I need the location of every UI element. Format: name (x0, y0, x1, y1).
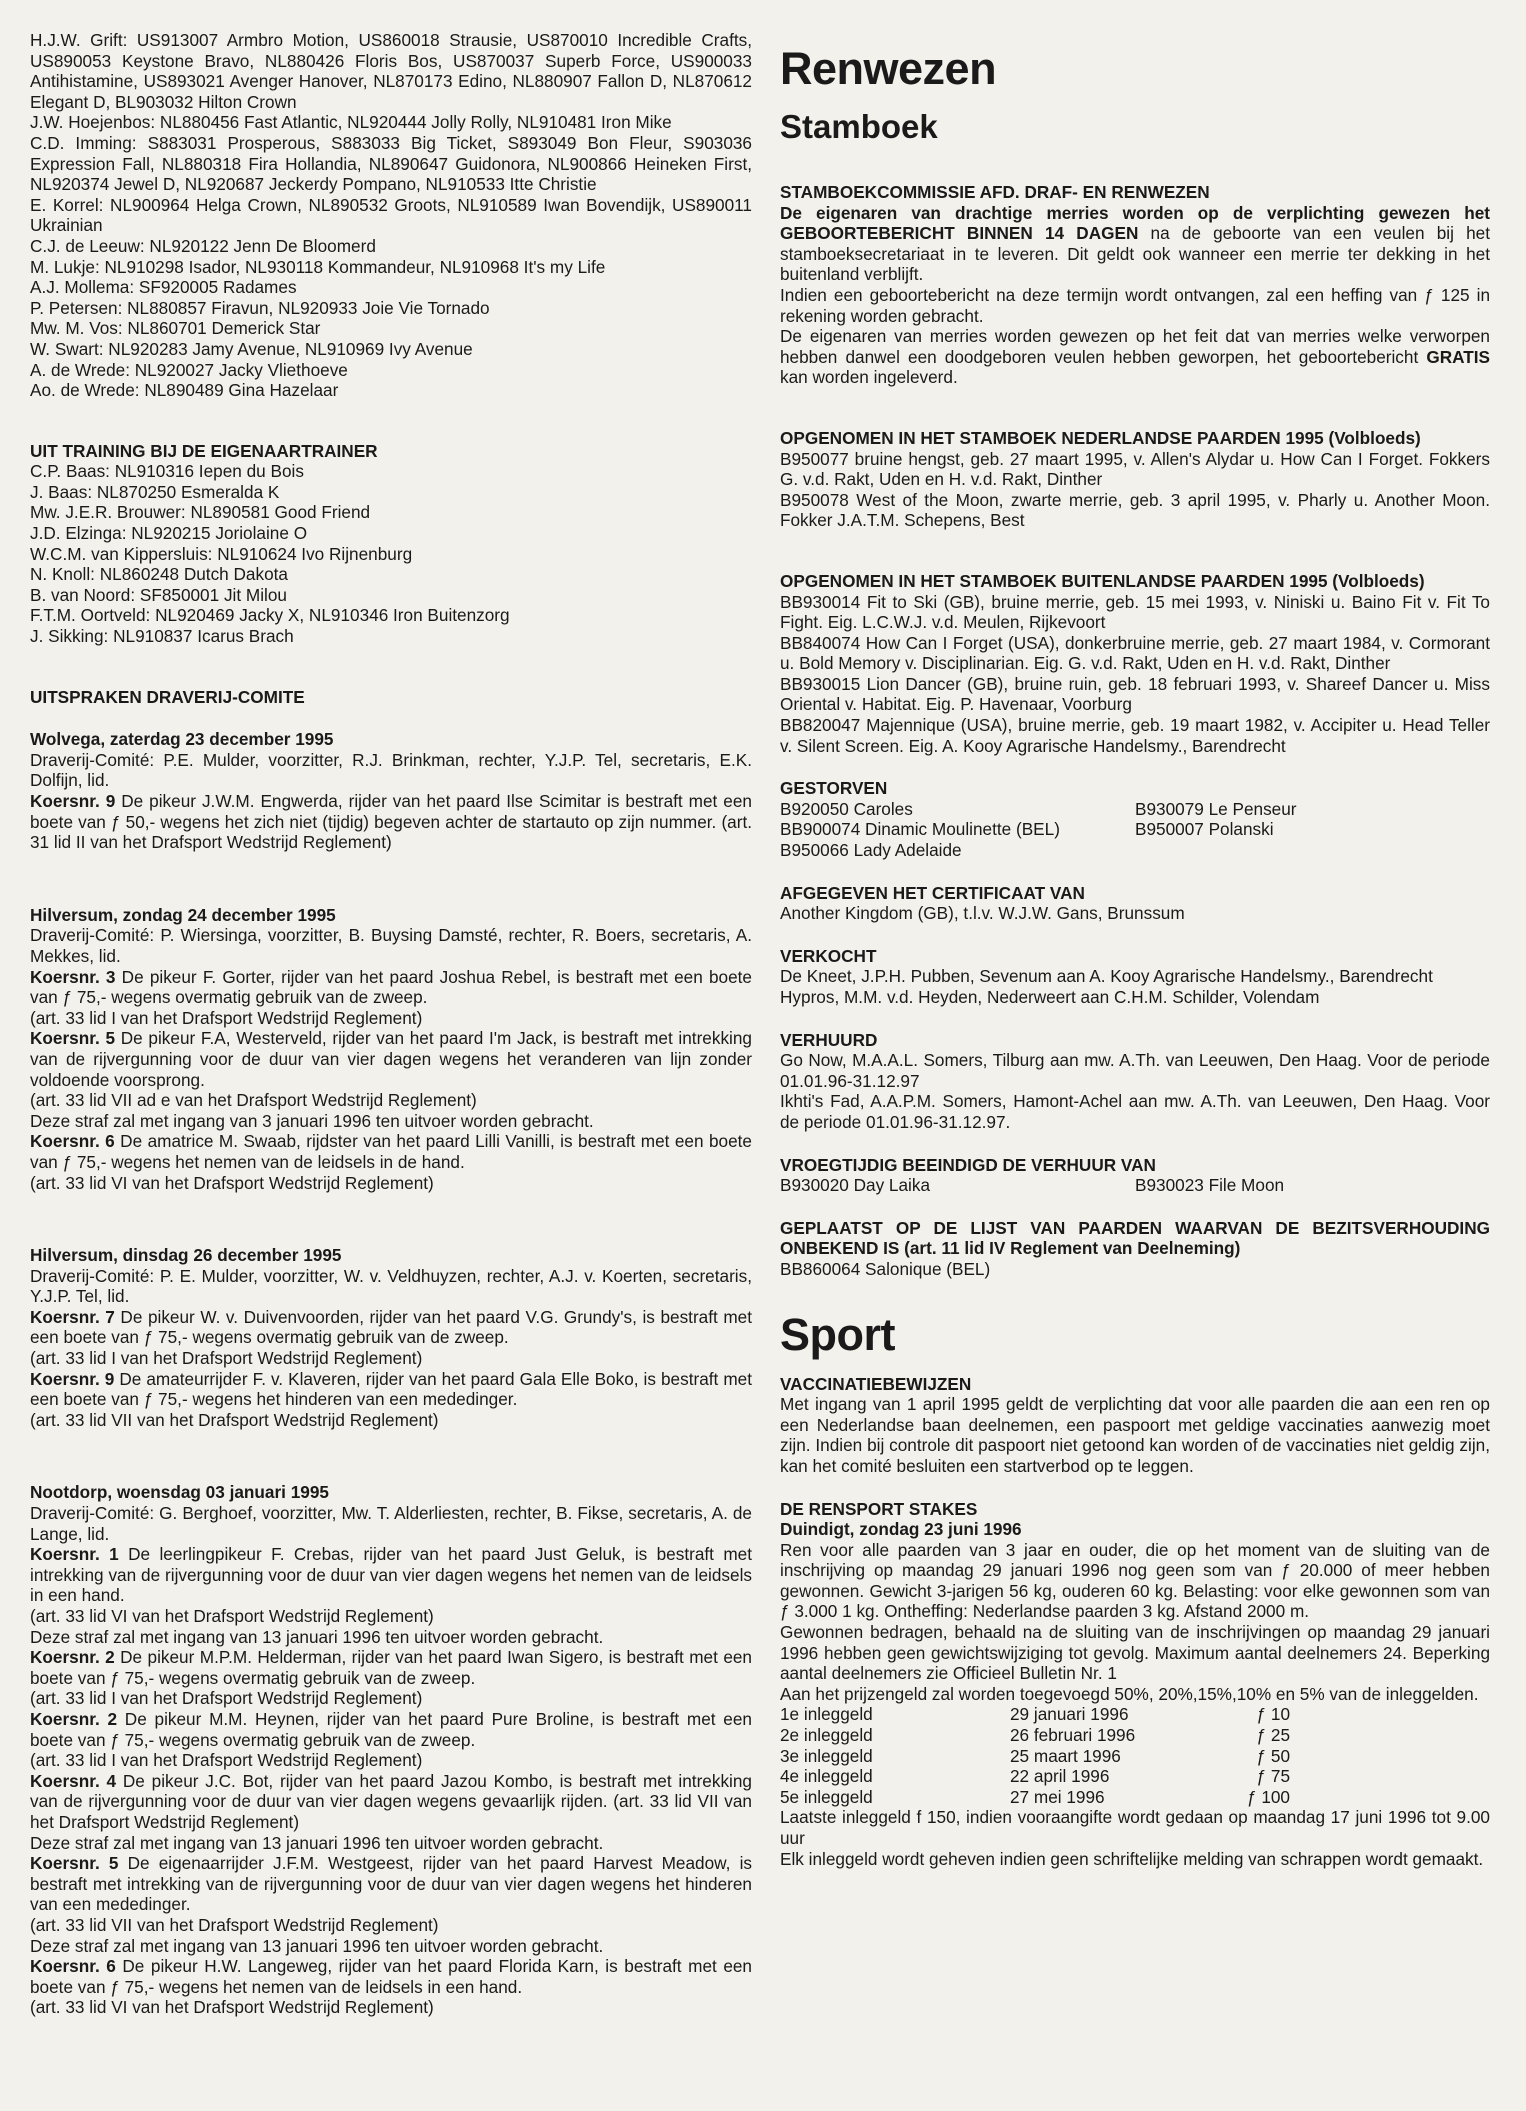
koers-text: De leerlingpikeur F. Crebas, rijder van het paard Just Geluk, is bestraft met intrekking van de rijvergunning voor de duur van vier dagen wegens het nemen van de leidsels in een hand. (30, 1544, 752, 1606)
section-heading: OPGENOMEN IN HET STAMBOEK BUITENLANDSE PAARDEN 1995 (Volbloeds) (780, 570, 1425, 591)
fee-label: 5e inleggeld (780, 1786, 873, 1807)
notice-heading: STAMBOEKCOMMISSIE AFD. DRAF- EN RENWEZEN (780, 182, 1210, 202)
list-item: Mw. J.E.R. Brouwer: NL890581 Good Friend (30, 502, 371, 523)
koers-label: Koersnr. 7 (30, 1306, 115, 1327)
fee-amount: ƒ 25 (1256, 1725, 1290, 1746)
fee-amount: ƒ 100 (1246, 1786, 1290, 1807)
section-subheading: Duindigt, zondag 23 juni 1996 (780, 1519, 1022, 1540)
ruling-title: Nootdorp, woensdag 03 januari 1995 (30, 1482, 329, 1503)
ruling-comite: Draverij-Comité: P.E. Mulder, voorzitter, R.J. Brinkman, rechter, Y.J.P. Tel, secretaris, E.K. Dolfijn, lid. (30, 749, 752, 791)
list-item: F.T.M. Oortveld: NL920469 Jacky X, NL910346 Iron Buitenzorg (30, 605, 510, 626)
ruling-article: (art. 33 lid VI van het Drafsport Wedstrijd Reglement) (30, 1997, 434, 2018)
list-item: P. Petersen: NL880857 Firavun, NL920933 Joie Vie Tornado (30, 297, 490, 318)
vaccinatie-section (780, 1374, 1490, 1477)
ruling-item (30, 1853, 752, 1915)
ruling-note: Deze straf zal met ingang van 13 januari 1996 ten uitvoer worden gebracht. (30, 1626, 604, 1647)
fee-amount: ƒ 75 (1256, 1766, 1290, 1787)
fee-amount: ƒ 10 (1256, 1704, 1290, 1725)
fee-date: 27 mei 1996 (1010, 1786, 1105, 1807)
koers-label: Koersnr. 2 (30, 1647, 115, 1668)
list-item: B950007 Polanski (1135, 819, 1274, 840)
koers-text: De pikeur H.W. Langeweg, rijder van het paard Florida Karn, is bestraft met een boete van ƒ 75,- wegens het nemen van de leidsels in een hand. (30, 1956, 752, 1997)
training-heading: UIT TRAINING BIJ DE EIGENAARTRAINER (30, 440, 378, 461)
list-item: J.W. Hoejenbos: NL880456 Fast Atlantic, NL920444 Jolly Rolly, NL910481 Iron Mike (30, 112, 672, 133)
list-item: B920050 Caroles (780, 798, 913, 819)
fee-table (780, 1704, 1490, 1807)
list-item: De Kneet, J.P.H. Pubben, Sevenum aan A. Kooy Agrarische Handelsmy., Barendrecht (780, 966, 1433, 987)
ruling-nootdorp (30, 1482, 752, 2017)
section-heading: GEPLAATST OP DE LIJST VAN PAARDEN WAARVAN DE BEZITSVERHOUDING ONBEKEND IS (art. 11 lid IV Reglement van Deelneming) (780, 1217, 1490, 1259)
koers-text: De amateurrijder F. v. Klaveren, rijder van het paard Gala Elle Boko, is bestraft met een boete van ƒ 75,- wegens het hinderen van een mededinger. (30, 1368, 752, 1410)
list-item: BB820047 Majennique (USA), bruine merrie, geb. 19 maart 1982, v. Accipiter u. Head Teller v. Silent Screen. Eig. A. Kooy Agrarische Handelsmy., Barendrecht (780, 715, 1490, 756)
ruling-item (30, 1369, 752, 1410)
ruling-hilversum-26 (30, 1245, 752, 1430)
list-item: C.D. Imming: S883031 Prosperous, S883033 Big Ticket, S893049 Bon Fleur, S903036 Expression Fall, NL880318 Fira Hollandia, NL890647 Guidonora, NL900866 Heineken First, NL920374 Jewel D, NL920687 Jeckerdy Pompano, NL910533 Itte Christie (30, 132, 752, 195)
ruling-article: (art. 33 lid VII ad e van het Drafsport Wedstrijd Reglement) (30, 1090, 477, 1111)
ruling-note: Deze straf zal met ingang van 3 januari 1996 ten uitvoer worden gebracht. (30, 1110, 594, 1131)
notice-paragraph: De eigenaren van merries worden gewezen op het feit dat van merries welke verworpen hebben danwel een doodgeboren veulen hebben geworpen, het geboortebericht GRATIS kan worden ingeleverd. (780, 326, 1490, 388)
koers-text: De pikeur M.P.M. Helderman, rijder van het paard Iwan Sigero, is bestraft met een boete van ƒ 75,- wegens overmatig gebruik van de zweep. (30, 1647, 752, 1688)
section-text: Aan het prijzengeld zal worden toegevoegd 50%, 20%,15%,10% en 5% van de inleggelden. (780, 1683, 1479, 1704)
verhuurd-section (780, 1030, 1490, 1133)
ruling-item (30, 1544, 752, 1606)
list-item: Ao. de Wrede: NL890489 Gina Hazelaar (30, 380, 339, 401)
list-item: BB930014 Fit to Ski (GB), bruine merrie, geb. 15 mei 1993, v. Niniski u. Baino Fit v. Fit To Fight. Eig. L.C.W.J. v.d. Meulen, Rijkevoort (780, 591, 1490, 633)
uitspraken-heading: UITSPRAKEN DRAVERIJ-COMITE (30, 686, 305, 707)
fee-label: 2e inleggeld (780, 1725, 873, 1746)
ruling-article: (art. 33 lid VI van het Drafsport Wedstrijd Reglement) (30, 1172, 434, 1193)
ruling-item (30, 1709, 752, 1750)
section-heading: GESTORVEN (780, 778, 888, 799)
koers-text: De pikeur W. v. Duivenvoorden, rijder van het paard V.G. Grundy's, is bestraft met een boete van ƒ 75,- wegens overmatig gebruik van de zweep. (30, 1306, 752, 1348)
stamboek-nederlandse (780, 428, 1490, 531)
fee-amount: ƒ 50 (1256, 1745, 1290, 1766)
koers-label: Koersnr. 4 (30, 1770, 117, 1791)
ruling-article: (art. 33 lid I van het Drafsport Wedstrijd Reglement) (30, 1750, 423, 1771)
vroegtijdig-section (780, 1155, 1490, 1196)
list-item: A. de Wrede: NL920027 Jacky Vliethoeve (30, 359, 348, 380)
ruling-item (30, 791, 752, 853)
fee-label: 4e inleggeld (780, 1766, 873, 1787)
section-title-renwezen: Renwezen (780, 43, 997, 94)
ruling-item (30, 1131, 752, 1172)
list-item: Hypros, M.M. v.d. Heyden, Nederweert aan C.H.M. Schilder, Volendam (780, 987, 1320, 1007)
list-item: B950077 bruine hengst, geb. 27 maart 1995, v. Allen's Alydar u. How Can I Forget. Fokkers G. v.d. Rakt, Uden en H. v.d. Rakt, Dinther (780, 448, 1490, 490)
koers-label: Koersnr. 5 (30, 1028, 116, 1049)
notice-paragraph: Indien een geboortebericht na deze termijn wordt ontvangen, zal een heffing van ƒ 125 in rekening worden gebracht. (780, 284, 1490, 326)
section-text: Met ingang van 1 april 1995 geldt de verplichting dat voor alle paarden die aan een ren op een Nederlandse baan deelnemen, een paspoort met geldige vaccinaties aanwezig moet zijn. Indien bij controle dit paspoort niet getoond kan worden of de vaccinaties niet geldig zijn, kan het comité besluiten een startverbod op te leggen. (780, 1394, 1490, 1476)
list-item: BB930015 Lion Dancer (GB), bruine ruin, geb. 18 februari 1993, v. Shareef Dancer u. Miss Oriental v. Habitat. Eig. P. Havenaar, Voorburg (780, 673, 1490, 715)
certificaat-section (780, 883, 1490, 924)
left-column (30, 30, 752, 2018)
list-item: C.J. de Leeuw: NL920122 Jenn De Bloomerd (30, 235, 376, 256)
ruling-item (30, 1647, 752, 1688)
koers-label: Koersnr. 9 (30, 791, 116, 811)
section-heading: VROEGTIJDIG BEEINDIGD DE VERHUUR VAN (780, 1154, 1156, 1175)
fee-label: 3e inleggeld (780, 1745, 873, 1766)
ruling-title: Hilversum, zondag 24 december 1995 (30, 904, 336, 925)
list-item: B930023 File Moon (1135, 1175, 1285, 1196)
ruling-article: (art. 33 lid I van het Drafsport Wedstrijd Reglement) (30, 1348, 423, 1369)
list-item: J. Sikking: NL910837 Icarus Brach (30, 626, 294, 647)
fee-date: 29 januari 1996 (1010, 1704, 1129, 1725)
gratis-label: GRATIS (1426, 346, 1490, 367)
list-item: B950066 Lady Adelaide (780, 840, 962, 861)
ruling-item (30, 1771, 752, 1833)
list-item: B930020 Day Laika (780, 1175, 931, 1196)
section-heading: DE RENSPORT STAKES (780, 1498, 978, 1519)
list-item: H.J.W. Grift: US913007 Armbro Motion, US860018 Strausie, US870010 Incredible Crafts, US890053 Keystone Bravo, NL880426 Floris Bos, US870037 Superb Force, US900033 Antihistamine, US893021 Avenger Hanover, NL870173 Edino, NL880907 Fallon D, NL870612 Elegant D, BL903032 Hilton Crown (30, 30, 752, 112)
ruling-item (30, 1956, 752, 1997)
notice-intro (780, 203, 1490, 285)
section-title-sport: Sport (780, 1308, 895, 1360)
verkocht-section (780, 946, 1490, 1008)
ruling-item (30, 967, 752, 1008)
notice-bold-intro: De eigenaren van drachtige merries worden op de verplichting gewezen het GEBOORTEBERICHT BINNEN 14 DAGEN (780, 202, 1490, 244)
koers-text: De pikeur M.M. Heynen, rijder van het paard Pure Broline, is bestraft met een boete van ƒ 75,- wegens overmatig gebruik van de zweep. (30, 1708, 752, 1750)
ruling-hilversum-24 (30, 905, 752, 1193)
koers-label: Koersnr. 6 (30, 1131, 115, 1152)
fee-date: 26 februari 1996 (1010, 1725, 1136, 1746)
list-item: B. van Noord: SF850001 Jit Milou (30, 584, 287, 605)
koers-label: Koersnr. 1 (30, 1544, 119, 1565)
right-column (780, 30, 1490, 1869)
list-item: M. Lukje: NL910298 Isador, NL930118 Kommandeur, NL910968 It's my Life (30, 256, 606, 277)
ruling-title: Hilversum, dinsdag 26 december 1995 (30, 1245, 342, 1266)
geplaatst-section (780, 1218, 1490, 1280)
koers-text: De pikeur J.W.M. Engwerda, rijder van het paard Ilse Scimitar is bestraft met een boete van ƒ 50,- wegens het zich niet (tijdig) begeven achter de startauto op zijn nummer. (art. 31 lid II van het Drafsport Wedstrijd Reglement) (30, 791, 752, 853)
list-item: N. Knoll: NL860248 Dutch Dakota (30, 564, 288, 585)
section-text: Laatste inleggeld f 150, indien vooraangifte wordt gedaan op maandag 17 juni 1996 tot 9.00 uur (780, 1807, 1490, 1848)
list-item: C.P. Baas: NL910316 Iepen du Bois (30, 461, 304, 482)
gestorven-section (780, 778, 1490, 860)
ruling-title: Wolvega, zaterdag 23 december 1995 (30, 729, 334, 750)
fee-date: 25 maart 1996 (1010, 1745, 1121, 1766)
stakes-section (780, 1499, 1490, 1870)
ruling-article: (art. 33 lid VI van het Drafsport Wedstrijd Reglement) (30, 1606, 434, 1626)
list-item: J.D. Elzinga: NL920215 Joriolaine O (30, 523, 308, 544)
koers-text: De pikeur J.C. Bot, rijder van het paard Jazou Kombo, is bestraft met intrekking van de rijvergunning voor de duur van vier dagen wegens gevaarlijk rijden. (art. 33 lid VII van het Drafsport Wedstrijd Reglement) (30, 1770, 752, 1832)
list-item: Mw. M. Vos: NL860701 Demerick Star (30, 318, 321, 339)
koers-text: De pikeur F.A, Westerveld, rijder van het paard I'm Jack, is bestraft met intrekking van de rijvergunning voor de duur van vier dagen wegens het veranderen van lijn zonder voldoende voorsprong. (30, 1028, 752, 1090)
list-item: Go Now, M.A.A.L. Somers, Tilburg aan mw. A.Th. van Leeuwen, Den Haag. Voor de periode 01.01.96-31.12.97 (780, 1050, 1490, 1091)
koers-label: Koersnr. 9 (30, 1368, 115, 1389)
section-heading: VACCINATIEBEWIJZEN (780, 1373, 972, 1394)
list-item: BB840074 How Can I Forget (USA), donkerbruine merrie, geb. 27 maart 1984, v. Cormorant u. Bold Memory v. Disciplinarian. Eig. G. v.d. Rakt, Uden en H. v.d. Rakt, Dinther (780, 632, 1490, 674)
section-heading: VERKOCHT (780, 945, 877, 966)
list-item: Ikhti's Fad, A.A.P.M. Somers, Hamont-Achel aan mw. A.Th. van Leeuwen, Den Haag. Voor de periode 01.01.96-31.12.97. (780, 1091, 1490, 1132)
list-item: J. Baas: NL870250 Esmeralda K (30, 481, 280, 502)
ruling-note: Deze straf zal met ingang van 13 januari 1996 ten uitvoer worden gebracht. (30, 1935, 604, 1956)
list-item: BB900074 Dinamic Moulinette (BEL) (780, 819, 1060, 840)
section-text: Elk inleggeld wordt geheven indien geen schriftelijke melding van schrappen wordt gemaakt. (780, 1848, 1484, 1869)
section-text: Ren voor alle paarden van 3 jaar en ouder, die op het moment van de sluiting van de inschrijving op maandag 29 januari 1996 nog geen som van ƒ 20.000 of meer hebben gewonnen. Gewicht 3-jarigen 56 kg, ouderen 60 kg. Belasting: voor elke gewonnen som van ƒ 3.000 1 kg. Ontheffing: Nederlandse paarden 3 kg. Afstand 2000 m. (780, 1539, 1490, 1622)
list-item: BB860064 Salonique (BEL) (780, 1258, 991, 1279)
fee-label: 1e inleggeld (780, 1704, 873, 1725)
list-item: W. Swart: NL920283 Jamy Avenue, NL910969 Ivy Avenue (30, 338, 473, 359)
list-item: B950078 West of the Moon, zwarte merrie, geb. 3 april 1995, v. Pharly u. Another Moon. Fokker J.A.T.M. Schepens, Best (780, 489, 1490, 531)
ruling-article: (art. 33 lid VII van het Drafsport Wedstrijd Reglement) (30, 1409, 439, 1430)
koers-label: Koersnr. 3 (30, 966, 116, 987)
list-item: W.C.M. van Kippersluis: NL910624 Ivo Rijnenburg (30, 543, 413, 564)
stamboek-notice (780, 182, 1490, 388)
list-item: B930079 Le Penseur (1135, 798, 1297, 819)
owner-horse-list (30, 30, 752, 401)
stamboek-buitenlandse (780, 571, 1490, 756)
fee-date: 22 april 1996 (1010, 1766, 1110, 1787)
ruling-comite: Draverij-Comité: G. Berghoef, voorzitter, Mw. T. Alderliesten, rechter, B. Fikse, secretaris, A. de Lange, lid. (30, 1503, 752, 1544)
ruling-wolvega (30, 729, 752, 853)
koers-label: Koersnr. 6 (30, 1956, 116, 1977)
section-heading: OPGENOMEN IN HET STAMBOEK NEDERLANDSE PAARDEN 1995 (Volbloeds) (780, 427, 1421, 448)
koers-label: Koersnr. 2 (30, 1708, 118, 1729)
ruling-item (30, 1028, 752, 1090)
ruling-article: (art. 33 lid I van het Drafsport Wedstrijd Reglement) (30, 1007, 423, 1028)
ruling-article: (art. 33 lid I van het Drafsport Wedstrijd Reglement) (30, 1688, 423, 1709)
koers-text: De eigenaarrijder J.F.M. Westgeest, rijder van het paard Harvest Meadow, is bestraft met intrekking van de rijvergunning voor de duur van vier dagen wegens het hinderen van een mededinger. (30, 1853, 752, 1915)
section-heading: AFGEGEVEN HET CERTIFICAAT VAN (780, 882, 1085, 903)
notice-intro-rest: na de geboorte van een veulen bij het stamboeksecretariaat in te leveren. Dit geldt ook wanneer een merrie ter dekking in het buitenland verblijft. (780, 223, 1490, 285)
ruling-item (30, 1307, 752, 1348)
section-heading: VERHUURD (780, 1029, 878, 1050)
section-text: Gewonnen bedragen, behaald na de sluiting van de inschrijvingen op maandag 29 januari 1996 hebben geen gewichtswijziging tot gevolg. Maximum aantal deelnemers 24. Beperking aantal deelnemers zie Officieel Bulletin Nr. 1 (780, 1622, 1490, 1684)
ruling-article: (art. 33 lid VII van het Drafsport Wedstrijd Reglement) (30, 1914, 439, 1935)
ruling-comite: Draverij-Comité: P. Wiersinga, voorzitter, B. Buysing Damsté, rechter, R. Boers, secretaris, A. Mekkes, lid. (30, 925, 752, 966)
koers-label: Koersnr. 5 (30, 1853, 119, 1874)
list-item: E. Korrel: NL900964 Helga Crown, NL890532 Groots, NL910589 Iwan Bovendijk, US890011 Ukrainian (30, 194, 752, 236)
ruling-note: Deze straf zal met ingang van 13 januari 1996 ten uitvoer worden gebracht. (30, 1832, 604, 1853)
list-item: Another Kingdom (GB), t.l.v. W.J.W. Gans, Brunssum (780, 903, 1185, 924)
training-list (30, 461, 752, 646)
koers-text: De amatrice M. Swaab, rijdster van het paard Lilli Vanilli, is bestraft met een boete van ƒ 75,- wegens het nemen van de leidsels in de hand. (30, 1131, 752, 1172)
koers-text: De pikeur F. Gorter, rijder van het paard Joshua Rebel, is bestraft met een boete van ƒ 75,- wegens overmatig gebruik van de zweep. (30, 966, 752, 1008)
list-item: A.J. Mollema: SF920005 Radames (30, 277, 297, 298)
section-subtitle-stamboek: Stamboek (780, 108, 938, 145)
ruling-comite: Draverij-Comité: P. E. Mulder, voorzitter, W. v. Veldhuyzen, rechter, A.J. v. Koerten, secretaris, Y.J.P. Tel, lid. (30, 1265, 752, 1307)
